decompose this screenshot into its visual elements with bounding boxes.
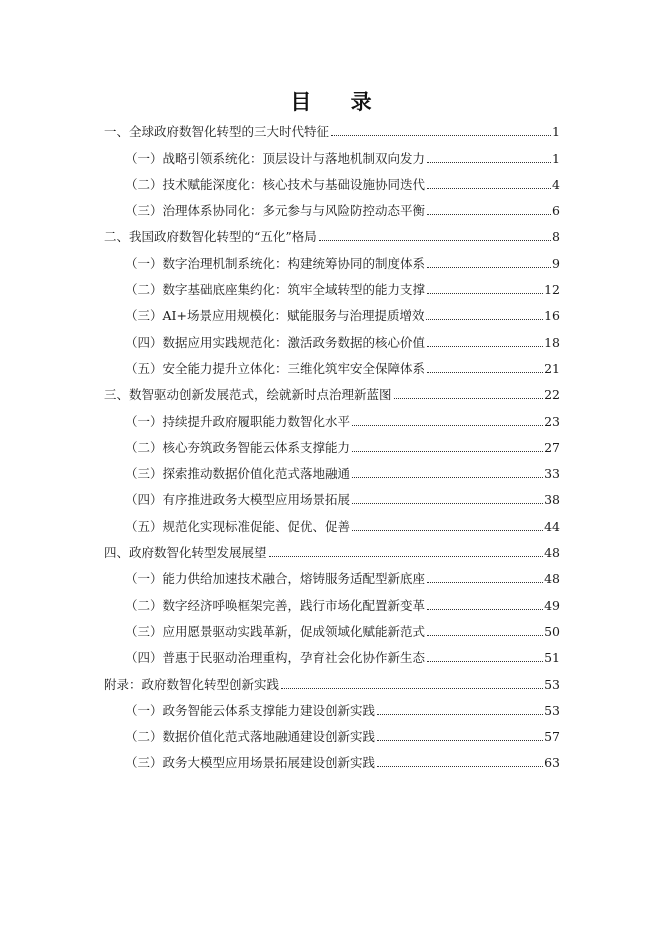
toc-page-number: 44: [544, 518, 560, 534]
toc-page-number: 49: [544, 597, 560, 613]
toc-dot-leader: [427, 214, 551, 215]
toc-dot-leader: [377, 740, 543, 741]
toc-section-entry[interactable]: [104, 458, 560, 484]
toc-chapter-entry[interactable]: [104, 668, 560, 694]
toc-section-entry[interactable]: [104, 247, 560, 273]
toc-dot-leader: [352, 530, 543, 531]
toc-page-number: 22: [544, 387, 560, 403]
toc-section-entry[interactable]: [104, 695, 560, 721]
toc-section-entry[interactable]: [104, 642, 560, 668]
toc-page-number: 4: [552, 176, 560, 192]
toc-entry-label: （三）应用愿景驱动实践革新，促成领域化赋能新范式: [125, 623, 426, 639]
toc-dot-leader: [269, 556, 544, 557]
toc-entry-label: （四）普惠于民驱动治理重构，孕育社会化协作新生态: [125, 650, 426, 666]
toc-chapter-entry[interactable]: [104, 537, 560, 563]
toc-dot-leader: [427, 372, 543, 373]
toc-dot-leader: [377, 714, 543, 715]
toc-entry-label: （二）数字经济呼唤框架完善，践行市场化配置新变革: [125, 597, 426, 613]
toc-entry-label: 四、政府数智化转型发展展望: [104, 545, 267, 561]
toc-entry-label: （一）能力供给加速技术融合，熔铸服务适配型新底座: [125, 571, 426, 587]
toc-page-number: 6: [552, 203, 560, 219]
toc-entry-label: （五）规范化实现标准促能、促优、促善: [125, 518, 351, 534]
toc-entry-label: （二）数据价值化范式落地融通建设创新实践: [125, 729, 376, 745]
toc-page-number: 53: [544, 702, 560, 718]
toc-entry-label: （三）AI+场景应用规模化：赋能服务与治理提质增效: [125, 308, 425, 324]
toc-page-number: 16: [544, 308, 560, 324]
toc-page-number: 53: [544, 676, 560, 692]
toc-dot-leader: [331, 135, 551, 136]
toc-section-entry[interactable]: [104, 432, 560, 458]
toc-entry-label: （一）政务智能云体系支撑能力建设创新实践: [125, 702, 376, 718]
toc-dot-leader: [352, 503, 543, 504]
toc-section-entry[interactable]: [104, 589, 560, 615]
toc-dot-leader: [352, 477, 543, 478]
toc-entry-label: （二）核心夯筑政务智能云体系支撑能力: [125, 439, 351, 455]
toc-entry-label: （四）有序推进政务大模型应用场景拓展: [125, 492, 351, 508]
toc-page-number: 21: [544, 360, 560, 376]
toc-page-number: 38: [544, 492, 560, 508]
toc-entry-label: （二）数字基础底座集约化：筑牢全域转型的能力支撑: [125, 282, 426, 298]
toc-page-number: 18: [544, 334, 560, 350]
toc-section-entry[interactable]: [104, 195, 560, 221]
toc-section-entry[interactable]: [104, 142, 560, 168]
toc-entry-label: 附录：政府数智化转型创新实践: [104, 676, 280, 692]
toc-entry-label: （四）数据应用实践规范化：激活政务数据的核心价值: [125, 334, 426, 350]
toc-dot-leader: [427, 162, 551, 163]
toc-chapter-entry[interactable]: [104, 221, 560, 247]
toc-entry-label: （一）数字治理机制系统化：构建统筹协同的制度体系: [125, 255, 426, 271]
toc-section-entry[interactable]: [104, 563, 560, 589]
toc-dot-leader: [426, 319, 543, 320]
toc-dot-leader: [352, 425, 543, 426]
toc-dot-leader: [427, 661, 543, 662]
toc-dot-leader: [427, 635, 543, 636]
toc-chapter-entry[interactable]: [104, 379, 560, 405]
toc-page-number: 12: [544, 282, 560, 298]
toc-page-number: 1: [552, 124, 560, 140]
toc-section-entry[interactable]: [104, 510, 560, 536]
toc-dot-leader: [377, 766, 543, 767]
toc-page-number: 48: [544, 545, 560, 561]
page-title: 目 录: [290, 89, 388, 114]
toc-dot-leader: [427, 582, 543, 583]
toc-section-entry[interactable]: [104, 616, 560, 642]
table-of-contents: [104, 116, 560, 773]
toc-section-entry[interactable]: [104, 300, 560, 326]
toc-page-number: 27: [544, 439, 560, 455]
toc-entry-label: 三、数智驱动创新发展范式，绘就新时点治理新蓝图: [104, 387, 392, 403]
toc-page-number: 51: [544, 650, 560, 666]
toc-section-entry[interactable]: [104, 353, 560, 379]
toc-entry-label: 二、我国政府数智化转型的“五化”格局: [104, 229, 317, 245]
toc-page-number: 9: [552, 255, 560, 271]
toc-section-entry[interactable]: [104, 326, 560, 352]
toc-entry-label: （一）持续提升政府履职能力数智化水平: [125, 413, 351, 429]
toc-dot-leader: [352, 451, 543, 452]
toc-section-entry[interactable]: [104, 405, 560, 431]
toc-dot-leader: [427, 293, 543, 294]
toc-entry-label: （二）技术赋能深度化：核心技术与基础设施协同迭代: [125, 176, 426, 192]
toc-dot-leader: [427, 267, 551, 268]
toc-dot-leader: [427, 609, 543, 610]
toc-dot-leader: [319, 240, 551, 241]
toc-page-number: 63: [544, 755, 560, 771]
toc-chapter-entry[interactable]: [104, 116, 560, 142]
toc-entry-label: （五）安全能力提升立体化：三维化筑牢安全保障体系: [125, 360, 426, 376]
toc-section-entry[interactable]: [104, 169, 560, 195]
toc-entry-label: （三）政务大模型应用场景拓展建设创新实践: [125, 755, 376, 771]
toc-dot-leader: [427, 346, 543, 347]
toc-page-number: 8: [552, 229, 560, 245]
toc-page-number: 33: [544, 466, 560, 482]
toc-section-entry[interactable]: [104, 484, 560, 510]
toc-page-number: 1: [552, 150, 560, 166]
toc-page-number: 50: [544, 623, 560, 639]
toc-page-number: 48: [544, 571, 560, 587]
toc-section-entry[interactable]: [104, 274, 560, 300]
toc-entry-label: （三）探索推动数据价值化范式落地融通: [125, 466, 351, 482]
toc-entry-label: 一、全球政府数智化转型的三大时代特征: [104, 124, 330, 140]
toc-dot-leader: [394, 398, 544, 399]
toc-entry-label: （三）治理体系协同化：多元参与与风险防控动态平衡: [125, 203, 426, 219]
toc-dot-leader: [427, 188, 551, 189]
toc-entry-label: （一）战略引领系统化：顶层设计与落地机制双向发力: [125, 150, 426, 166]
toc-section-entry[interactable]: [104, 747, 560, 773]
toc-section-entry[interactable]: [104, 721, 560, 747]
toc-dot-leader: [281, 688, 543, 689]
toc-page-number: 23: [544, 413, 560, 429]
toc-page-number: 57: [544, 729, 560, 745]
